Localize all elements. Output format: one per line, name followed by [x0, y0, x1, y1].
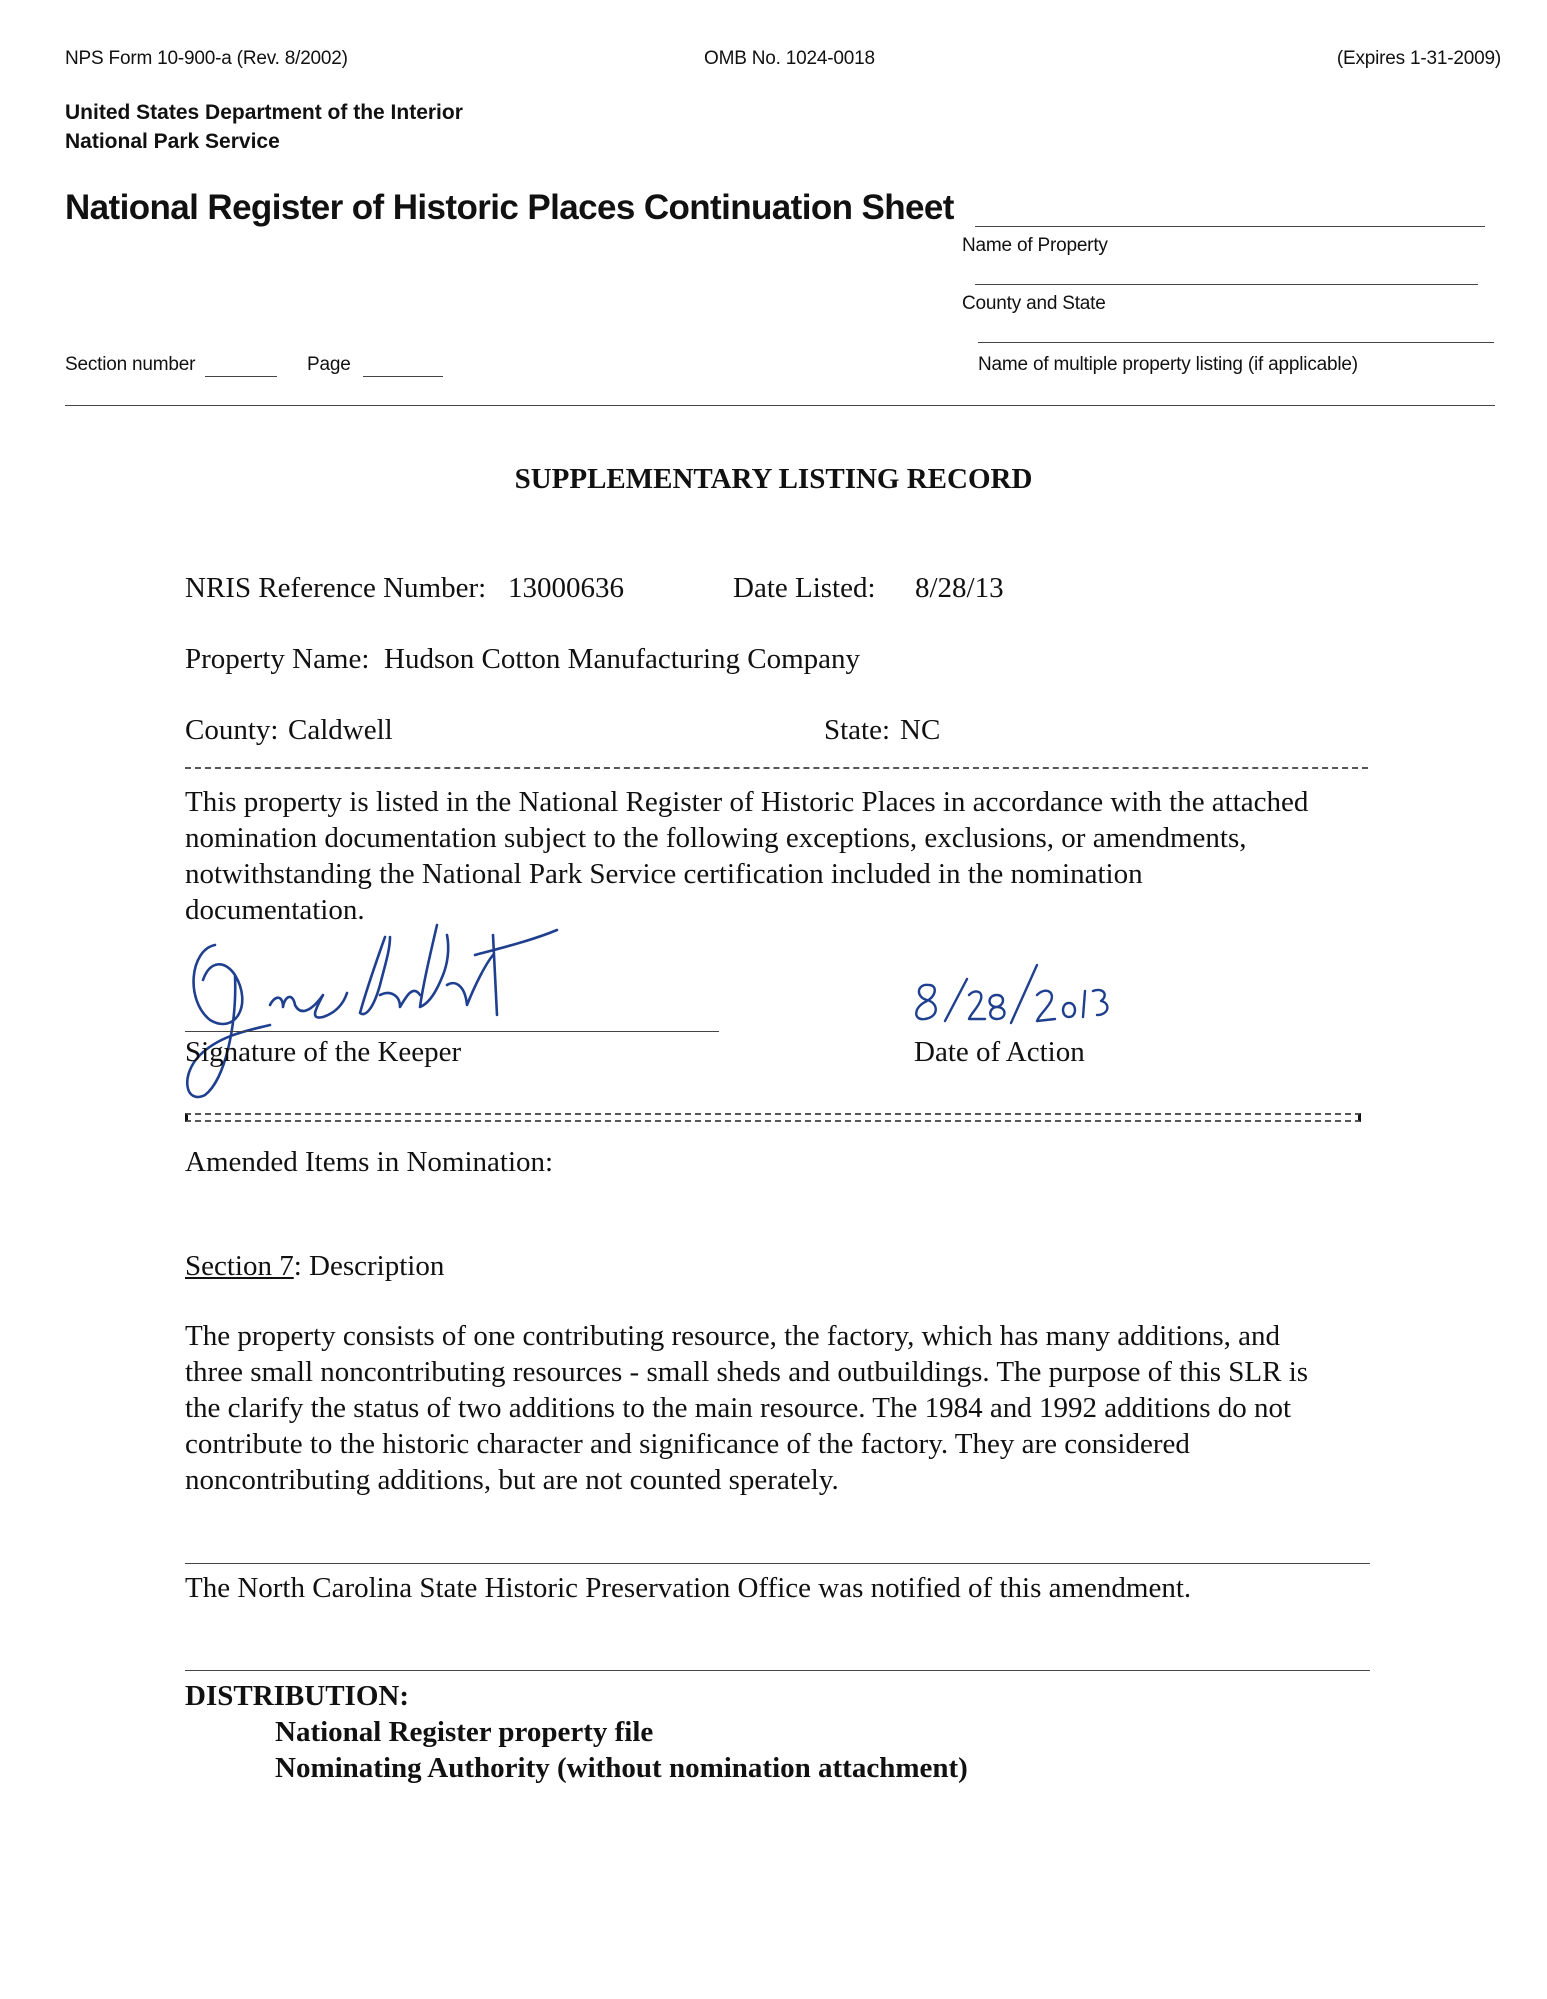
state-value: NC [900, 714, 941, 746]
county-label: County: [185, 714, 279, 746]
signature-label: Signature of the Keeper [185, 1036, 462, 1068]
signature-line [185, 1031, 719, 1032]
date-of-action-label: Date of Action [914, 1036, 1085, 1068]
page-blank [363, 376, 443, 377]
form-id: NPS Form 10-900-a (Rev. 8/2002) [65, 48, 348, 69]
listing-statement-line-3: notwithstanding the National Park Service certification included in the nomination [185, 858, 1143, 890]
amended-items-label: Amended Items in Nomination: [185, 1146, 554, 1178]
record-title: SUPPLEMENTARY LISTING RECORD [514, 463, 1033, 495]
sheet-title: National Register of Historic Places Continuation Sheet [65, 188, 954, 227]
multiple-listing-label: Name of multiple property listing (if applicable) [978, 354, 1358, 375]
listing-statement-line-2: nomination documentation subject to the following exceptions, exclusions, or amendments, [185, 822, 1247, 854]
omb-number: OMB No. 1024-0018 [704, 48, 875, 69]
keeper-signature [175, 895, 575, 1110]
notification-text: The North Carolina State Historic Preservation Office was notified of this amendment. [185, 1572, 1192, 1604]
section-number: Section 7 [185, 1250, 294, 1282]
section-heading [185, 1248, 444, 1284]
description-line-4: contribute to the historic character and significance of the factory. They are considered [185, 1428, 1190, 1460]
description-line-1: The property consists of one contributing resource, the factory, which has many additions, and [185, 1320, 1280, 1352]
section-number-label: Section number [65, 354, 196, 375]
notification-rule [185, 1563, 1370, 1564]
nris-label: NRIS Reference Number: [185, 572, 487, 604]
listing-statement-line-4: documentation. [185, 894, 365, 926]
date-listed-label: Date Listed: [733, 572, 876, 604]
date-listed-value: 8/28/13 [915, 572, 1004, 604]
property-name-value: Hudson Cotton Manufacturing Company [384, 643, 861, 675]
county-state-label: County and State [962, 293, 1106, 314]
agency-name: National Park Service [65, 130, 280, 153]
handwritten-action-date [905, 955, 1115, 1035]
page-label: Page [307, 354, 351, 375]
state-label: State: [824, 714, 891, 746]
department-name: United States Department of the Interior [65, 101, 463, 124]
description-line-3: the clarify the status of two additions to the main resource. The 1984 and 1992 additions do not [185, 1392, 1292, 1424]
distribution-item: Nominating Authority (without nomination attachment) [275, 1752, 968, 1784]
distribution-item: National Register property file [275, 1716, 654, 1748]
section-number-blank [205, 376, 277, 377]
multiple-listing-line [978, 342, 1494, 343]
distribution-label: DISTRIBUTION: [185, 1680, 409, 1712]
county-state-line [975, 284, 1478, 285]
section-title: : Description [293, 1250, 445, 1282]
name-of-property-line [975, 226, 1485, 227]
dashed-divider [185, 767, 1368, 769]
nris-value: 13000636 [508, 572, 624, 604]
header-divider [65, 405, 1495, 406]
county-value: Caldwell [288, 714, 393, 746]
description-line-2: three small noncontributing resources - small sheds and outbuildings. The purpose of this SLR is [185, 1356, 1309, 1388]
name-of-property-label: Name of Property [962, 235, 1108, 256]
double-dashed-divider [185, 1113, 1361, 1122]
distribution-rule [185, 1670, 1370, 1671]
property-name-label: Property Name: [185, 643, 370, 675]
expiration-date: (Expires 1-31-2009) [1336, 48, 1501, 69]
listing-statement-line-1: This property is listed in the National Register of Historic Places in accordance with the attached [185, 786, 1309, 818]
description-line-5: noncontributing additions, but are not counted sperately. [185, 1464, 839, 1496]
